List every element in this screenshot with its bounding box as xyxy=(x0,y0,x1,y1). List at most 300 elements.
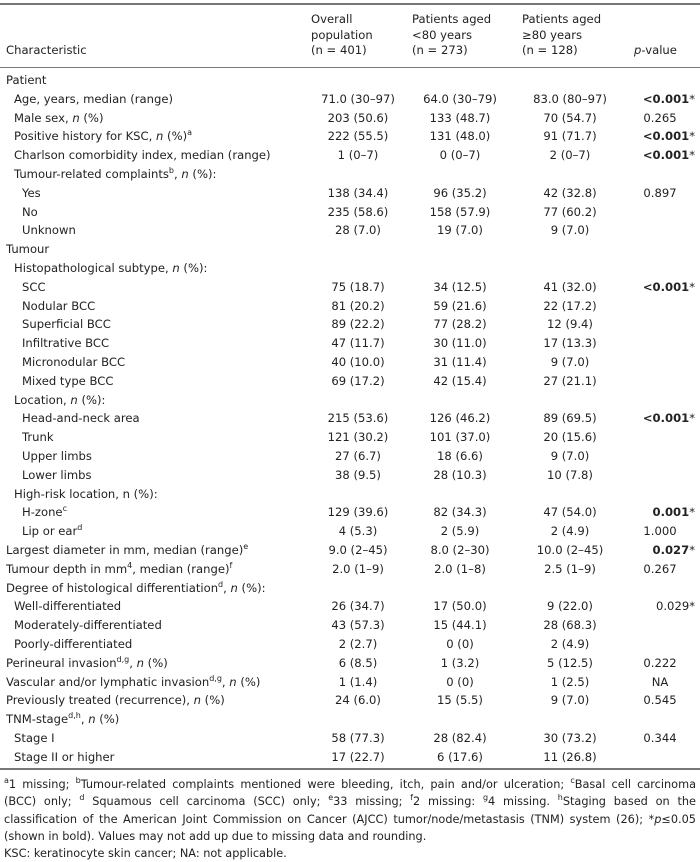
cell-under-80: 0 (0) xyxy=(446,637,474,651)
p-value-number: 0.001 xyxy=(652,505,690,520)
text-segment: Lip or ear xyxy=(22,524,78,539)
cell-80-plus: 42 (32.8) xyxy=(543,185,597,200)
header-80-plus xyxy=(522,12,601,59)
p-value-number: 1.000 xyxy=(643,524,677,539)
table-row xyxy=(0,485,700,504)
text-segment: Lower limbs xyxy=(22,467,92,482)
cell-p-value xyxy=(625,146,695,165)
text-segment: (%) xyxy=(236,674,261,689)
cell-80-plus: 89 (69.5) xyxy=(543,411,597,426)
table-row xyxy=(0,729,700,748)
header-line: Patients aged xyxy=(412,12,492,26)
table-row xyxy=(0,654,700,673)
cell-80-plus: 77 (60.2) xyxy=(543,204,597,219)
table-row xyxy=(0,560,700,579)
table-row xyxy=(0,522,700,541)
p-value-number: 0.222 xyxy=(643,655,677,670)
table-row xyxy=(0,597,700,616)
table-row xyxy=(0,673,700,692)
cell-p-value xyxy=(625,278,695,297)
cell-overall: 138 (34.4) xyxy=(327,185,389,200)
cell-under-80: 0 (0–7) xyxy=(439,148,481,163)
cell-80-plus: 17 (13.3) xyxy=(543,336,597,351)
cell-p-value xyxy=(625,691,695,710)
cell-80-plus: 30 (73.2) xyxy=(543,731,597,745)
cell-under-80: 15 (5.5) xyxy=(437,693,483,708)
italic-segment: n xyxy=(172,261,180,275)
table-row xyxy=(0,409,700,428)
text-segment: Basal cell carcinoma (BCC) only; xyxy=(4,778,697,809)
italic-segment: n xyxy=(72,110,80,125)
significance-star: * xyxy=(689,543,695,557)
cell-overall: 235 (58.6) xyxy=(327,204,389,219)
text-segment: (%): xyxy=(179,261,208,275)
row-label xyxy=(14,165,216,184)
p-value-number: 0.027 xyxy=(652,543,690,557)
italic-segment: p xyxy=(654,812,662,826)
cell-under-80: 0 (0) xyxy=(446,674,474,689)
text-segment: Degree of histological differentiation xyxy=(6,580,219,595)
cell-80-plus: 83.0 (80–97) xyxy=(533,91,607,106)
row-label xyxy=(22,315,111,334)
cell-80-plus: 20 (15.6) xyxy=(543,430,597,445)
row-label xyxy=(6,240,49,259)
table-row xyxy=(0,90,700,109)
cell-under-80: 34 (12.5) xyxy=(433,279,487,294)
p-value-number: NA xyxy=(651,674,669,689)
text-segment: (%) xyxy=(79,110,104,125)
cell-p-value xyxy=(625,184,695,203)
table-row xyxy=(0,165,700,184)
text-segment: Patient xyxy=(6,73,47,87)
row-label xyxy=(6,691,225,710)
text-segment: Positive history for KSC, xyxy=(14,129,156,144)
cell-80-plus: 2.5 (1–9) xyxy=(544,561,596,576)
superscript: f xyxy=(410,793,414,803)
superscript: d,g xyxy=(116,654,130,664)
italic-segment: n xyxy=(136,655,144,670)
text-segment: Age, years, median (range) xyxy=(14,91,173,106)
table-row xyxy=(0,315,700,334)
row-label xyxy=(6,654,168,673)
superscript: d xyxy=(79,793,85,803)
superscript: d,h xyxy=(68,711,81,721)
cell-overall: 1 (1.4) xyxy=(338,674,378,689)
text-segment: Micronodular BCC xyxy=(22,355,126,369)
p-value-number: <0.001 xyxy=(642,148,690,163)
significance-star: * xyxy=(689,91,695,106)
text-segment: Vascular and/or lymphatic invasion xyxy=(6,674,210,689)
cell-under-80: 131 (48.0) xyxy=(429,129,491,144)
cell-p-value xyxy=(625,654,695,673)
cell-under-80: 17 (50.0) xyxy=(433,599,487,614)
text-segment: Superficial BCC xyxy=(22,317,111,332)
text-segment: Location, xyxy=(14,392,71,407)
superscript: b xyxy=(75,776,81,785)
table-row xyxy=(0,635,700,654)
cell-under-80: 8.0 (2–30) xyxy=(430,543,490,557)
superscript: h xyxy=(557,793,563,803)
cell-under-80: 42 (15.4) xyxy=(433,373,487,388)
cell-overall: 71.0 (30–97) xyxy=(321,91,395,106)
header-line: Overall xyxy=(311,12,353,26)
row-label xyxy=(22,221,76,240)
row-label xyxy=(22,466,92,485)
text-segment: Previously treated (recurrence), xyxy=(6,693,194,708)
header-line: ≥80 years xyxy=(522,27,583,42)
text-segment: Infiltrative BCC xyxy=(22,336,110,351)
text-segment: Charlson comorbidity index, median (range) xyxy=(14,148,271,163)
header-line: population xyxy=(311,27,373,42)
cell-under-80: 59 (21.6) xyxy=(433,298,487,313)
cell-under-80: 6 (17.6) xyxy=(437,749,483,764)
superscript: e xyxy=(328,793,334,803)
cell-p-value xyxy=(625,560,695,579)
cell-overall: 203 (50.6) xyxy=(327,110,389,125)
text-segment: Tumour-related complaints xyxy=(14,167,169,181)
superscript: b xyxy=(168,166,174,175)
cell-80-plus: 9 (7.0) xyxy=(550,223,590,238)
cell-under-80: 126 (46.2) xyxy=(429,411,491,426)
cell-overall: 2.0 (1–9) xyxy=(332,561,384,576)
superscript: e xyxy=(243,542,249,551)
cell-80-plus: 10 (7.8) xyxy=(547,467,593,482)
text-segment: Histopathological subtype, xyxy=(14,261,173,275)
cell-p-value xyxy=(625,503,695,522)
italic-segment: n xyxy=(229,674,237,689)
row-label xyxy=(6,710,119,729)
text-segment: (%) xyxy=(143,655,168,670)
text-segment: Head-and-neck area xyxy=(22,411,140,426)
cell-80-plus: 9 (7.0) xyxy=(550,693,590,708)
header-line: <80 years xyxy=(412,27,473,42)
cell-80-plus: 2 (0–7) xyxy=(549,148,591,163)
cell-80-plus: 28 (68.3) xyxy=(543,618,597,633)
text-segment: Moderately-differentiated xyxy=(14,618,162,633)
cell-80-plus: 91 (71.7) xyxy=(543,129,597,144)
row-label xyxy=(22,447,92,466)
cell-80-plus: 9 (7.0) xyxy=(550,355,590,369)
footnotes xyxy=(4,776,696,862)
row-label xyxy=(6,673,260,692)
cell-under-80: 64.0 (30–79) xyxy=(423,91,497,106)
row-label xyxy=(22,522,82,541)
significance-star: * xyxy=(689,279,695,294)
row-label xyxy=(6,560,232,579)
table-row xyxy=(0,240,700,259)
text-segment: Unknown xyxy=(22,223,76,238)
text-segment: , xyxy=(80,712,89,727)
cell-under-80: 28 (82.4) xyxy=(433,731,487,745)
p-value-number: 0.265 xyxy=(643,110,677,125)
text-segment: 2 missing: xyxy=(413,795,483,809)
row-label xyxy=(14,485,158,504)
table-row xyxy=(0,353,700,372)
superscript: a xyxy=(4,776,9,785)
italic-segment: n xyxy=(230,580,238,595)
cell-under-80: 2.0 (1–8) xyxy=(434,561,486,576)
text-segment: Largest diameter in mm, median (range) xyxy=(6,543,244,557)
text-segment: , xyxy=(174,167,182,181)
cell-80-plus: 47 (54.0) xyxy=(543,505,597,520)
cell-under-80: 158 (57.9) xyxy=(429,204,491,219)
cell-overall: 129 (39.6) xyxy=(327,505,389,520)
p-value-number: 0.897 xyxy=(643,185,677,200)
row-label xyxy=(22,297,95,316)
cell-under-80: 31 (11.4) xyxy=(433,355,487,369)
row-label xyxy=(6,579,266,598)
row-label xyxy=(22,203,38,222)
row-label xyxy=(14,259,207,278)
text-segment: Tumour-related complaints mentioned were bleeding, itch, pain and/or ulceration; xyxy=(80,778,571,791)
cell-p-value xyxy=(625,729,695,748)
cell-overall: 24 (6.0) xyxy=(335,693,381,708)
bottom-rule xyxy=(0,768,700,770)
cell-p-value xyxy=(625,409,695,428)
text-segment: Stage I xyxy=(14,731,55,745)
cell-under-80: 15 (44.1) xyxy=(433,618,487,633)
row-label xyxy=(14,391,105,410)
cell-overall: 9.0 (2–45) xyxy=(328,543,388,557)
p-value-number: 0.029 xyxy=(656,599,690,614)
significance-star: * xyxy=(689,129,695,144)
cell-p-value xyxy=(625,522,695,541)
cell-under-80: 133 (48.7) xyxy=(429,110,491,125)
p-value-number: <0.001 xyxy=(642,411,690,426)
superscript: d xyxy=(77,523,83,533)
row-label xyxy=(14,146,271,165)
cell-80-plus: 11 (26.8) xyxy=(543,749,597,764)
cell-under-80: 18 (6.6) xyxy=(437,449,483,463)
text-segment: No xyxy=(22,204,38,219)
header-line: Patients aged xyxy=(522,12,602,26)
cell-80-plus: 9 (7.0) xyxy=(550,449,590,463)
superscript: d xyxy=(218,579,224,589)
cell-80-plus: 9 (22.0) xyxy=(547,599,593,614)
text-segment: , xyxy=(223,580,231,595)
table-row xyxy=(0,541,700,560)
table-row xyxy=(0,616,700,635)
cell-p-value xyxy=(625,90,695,109)
row-label xyxy=(22,503,67,522)
cell-overall: 4 (5.3) xyxy=(338,524,378,539)
cell-overall: 58 (77.3) xyxy=(331,731,385,745)
text-segment: , median (range) xyxy=(132,561,230,576)
text-segment: Perineural invasion xyxy=(6,655,117,670)
text-segment: Trunk xyxy=(22,430,54,445)
table-row xyxy=(0,372,700,391)
header-under-80 xyxy=(412,12,491,59)
cell-under-80: 82 (34.3) xyxy=(433,505,487,520)
header-line: (n = 273) xyxy=(412,43,468,57)
cell-overall: 1 (0–7) xyxy=(337,148,379,163)
text-segment: H-zone xyxy=(22,505,63,520)
superscript: c xyxy=(570,776,575,785)
text-segment: Tumour xyxy=(6,242,50,257)
text-segment: (%): xyxy=(237,580,266,595)
superscript: 4 xyxy=(127,560,133,570)
table-row xyxy=(0,259,700,278)
text-segment: , xyxy=(221,674,230,689)
p-value-number: <0.001 xyxy=(642,279,690,294)
italic-segment: n xyxy=(70,392,78,407)
row-label xyxy=(6,71,46,90)
cell-under-80: 28 (10.3) xyxy=(433,467,487,482)
row-label xyxy=(14,127,192,146)
text-segment: Well-differentiated xyxy=(14,599,122,614)
table-row xyxy=(0,71,700,90)
cell-overall: 215 (53.6) xyxy=(327,411,389,426)
cell-under-80: 30 (11.0) xyxy=(433,336,487,351)
text-segment: , xyxy=(129,655,137,670)
italic-segment: n xyxy=(88,712,96,727)
cell-overall: 40 (10.0) xyxy=(331,355,385,369)
cell-p-value xyxy=(625,673,695,692)
cell-under-80: 19 (7.0) xyxy=(437,223,483,238)
table-row xyxy=(0,691,700,710)
text-segment: Stage II or higher xyxy=(14,749,115,764)
row-label xyxy=(22,353,125,372)
text-segment: 1 missing; xyxy=(8,778,76,791)
text-segment: Nodular BCC xyxy=(22,298,96,313)
text-segment: SCC xyxy=(22,279,46,294)
row-label xyxy=(22,409,140,428)
significance-star: * xyxy=(689,599,695,614)
cell-overall: 81 (20.2) xyxy=(331,298,385,313)
row-label xyxy=(22,334,109,353)
table-row xyxy=(0,127,700,146)
row-label xyxy=(22,372,113,391)
cell-80-plus: 70 (54.7) xyxy=(543,110,597,125)
text-segment: 33 missing; xyxy=(333,795,411,809)
cell-under-80: 96 (35.2) xyxy=(433,185,487,200)
italic-segment: n xyxy=(193,693,201,708)
row-label xyxy=(14,597,121,616)
cell-80-plus: 22 (17.2) xyxy=(543,298,597,313)
table-row xyxy=(0,109,700,128)
superscript: a xyxy=(187,128,193,138)
header-p-value xyxy=(634,43,677,59)
cell-p-value xyxy=(625,541,695,560)
table-row xyxy=(0,503,700,522)
cell-overall: 89 (22.2) xyxy=(331,317,385,332)
cell-overall: 27 (6.7) xyxy=(335,449,381,463)
text-segment: KSC: keratinocyte skin cancer; NA: not applicable. xyxy=(4,847,287,861)
top-rule xyxy=(0,3,700,5)
cell-80-plus: 2 (4.9) xyxy=(550,637,590,651)
p-value-number: 0.545 xyxy=(643,693,677,708)
table-row xyxy=(0,748,700,767)
superscript: f xyxy=(229,560,233,570)
text-segment: (%) xyxy=(95,712,120,727)
cell-80-plus: 5 (12.5) xyxy=(547,655,593,670)
cell-overall: 69 (17.2) xyxy=(331,373,385,388)
superscript: c xyxy=(62,504,67,514)
row-label xyxy=(14,90,173,109)
row-label xyxy=(22,184,41,203)
text-segment: (%) xyxy=(201,693,225,708)
cell-80-plus: 41 (32.0) xyxy=(543,279,597,294)
cell-overall: 75 (18.7) xyxy=(331,279,385,294)
text-segment: (%): xyxy=(77,392,106,407)
cell-p-value xyxy=(625,597,695,616)
cell-under-80: 2 (5.9) xyxy=(440,524,480,539)
row-label xyxy=(14,109,103,128)
row-label xyxy=(14,635,132,654)
significance-star: * xyxy=(689,505,695,520)
cell-overall: 47 (11.7) xyxy=(331,336,385,351)
text-segment: Squamous cell carcinoma (SCC) only; xyxy=(84,795,329,809)
italic-segment: n xyxy=(156,129,164,144)
cell-overall: 2 (2.7) xyxy=(338,637,378,651)
table-row xyxy=(0,146,700,165)
table-row xyxy=(0,710,700,729)
row-label xyxy=(14,616,162,635)
header-line: (n = 128) xyxy=(522,43,578,57)
text-segment: High-risk location, n (%): xyxy=(14,486,158,501)
text-segment: -value xyxy=(641,43,677,57)
row-label xyxy=(22,428,54,447)
cell-overall: 222 (55.5) xyxy=(327,129,389,144)
table-row xyxy=(0,579,700,598)
row-label xyxy=(6,541,248,560)
italic-segment: n xyxy=(181,167,189,181)
cell-80-plus: 2 (4.9) xyxy=(550,524,590,539)
text-segment: 4 missing. xyxy=(488,795,558,809)
cell-overall: 43 (57.3) xyxy=(331,618,385,633)
table-row xyxy=(0,278,700,297)
table-row xyxy=(0,334,700,353)
table-row xyxy=(0,297,700,316)
cell-overall: 17 (22.7) xyxy=(331,749,385,764)
cell-p-value xyxy=(625,109,695,128)
cell-80-plus: 27 (21.1) xyxy=(543,373,597,388)
cell-under-80: 1 (3.2) xyxy=(440,655,480,670)
cell-p-value xyxy=(625,127,695,146)
superscript: g xyxy=(482,793,489,803)
text-segment: Upper limbs xyxy=(22,449,92,463)
cell-80-plus: 10.0 (2–45) xyxy=(536,543,604,557)
significance-star: * xyxy=(689,411,695,426)
text-segment: Male sex, xyxy=(14,110,73,125)
table-row xyxy=(0,203,700,222)
header-overall xyxy=(311,12,373,59)
cell-under-80: 101 (37.0) xyxy=(429,430,491,445)
superscript: d,g xyxy=(209,673,222,683)
text-segment: ≤0.05 (shown in bold). Values may not add up due to missing data and rounding. xyxy=(4,812,696,843)
cell-overall: 38 (9.5) xyxy=(335,467,381,482)
table-row xyxy=(0,466,700,485)
header-characteristic: Characteristic xyxy=(6,43,87,57)
header-rule xyxy=(0,67,700,68)
cell-80-plus: 12 (9.4) xyxy=(547,317,593,332)
row-label xyxy=(22,278,46,297)
p-value-number: 0.344 xyxy=(643,731,677,745)
text-segment: Tumour depth in mm xyxy=(6,561,128,576)
italic-segment: p xyxy=(634,43,642,57)
cell-overall: 121 (30.2) xyxy=(327,430,389,445)
p-value-number: <0.001 xyxy=(642,129,690,144)
cell-under-80: 77 (28.2) xyxy=(433,317,487,332)
significance-star: * xyxy=(689,148,695,163)
text-segment: Yes xyxy=(22,185,41,200)
cell-overall: 28 (7.0) xyxy=(335,223,381,238)
text-segment: Staging based on the classification of the American Joint Commission on Cancer (AJCC) tumor/node/metastasis (TNM) system (26); * xyxy=(4,795,696,826)
text-segment: TNM-stage xyxy=(6,712,69,727)
text-segment: (%) xyxy=(163,129,188,144)
text-segment: (%): xyxy=(188,167,217,181)
row-label xyxy=(14,729,55,748)
